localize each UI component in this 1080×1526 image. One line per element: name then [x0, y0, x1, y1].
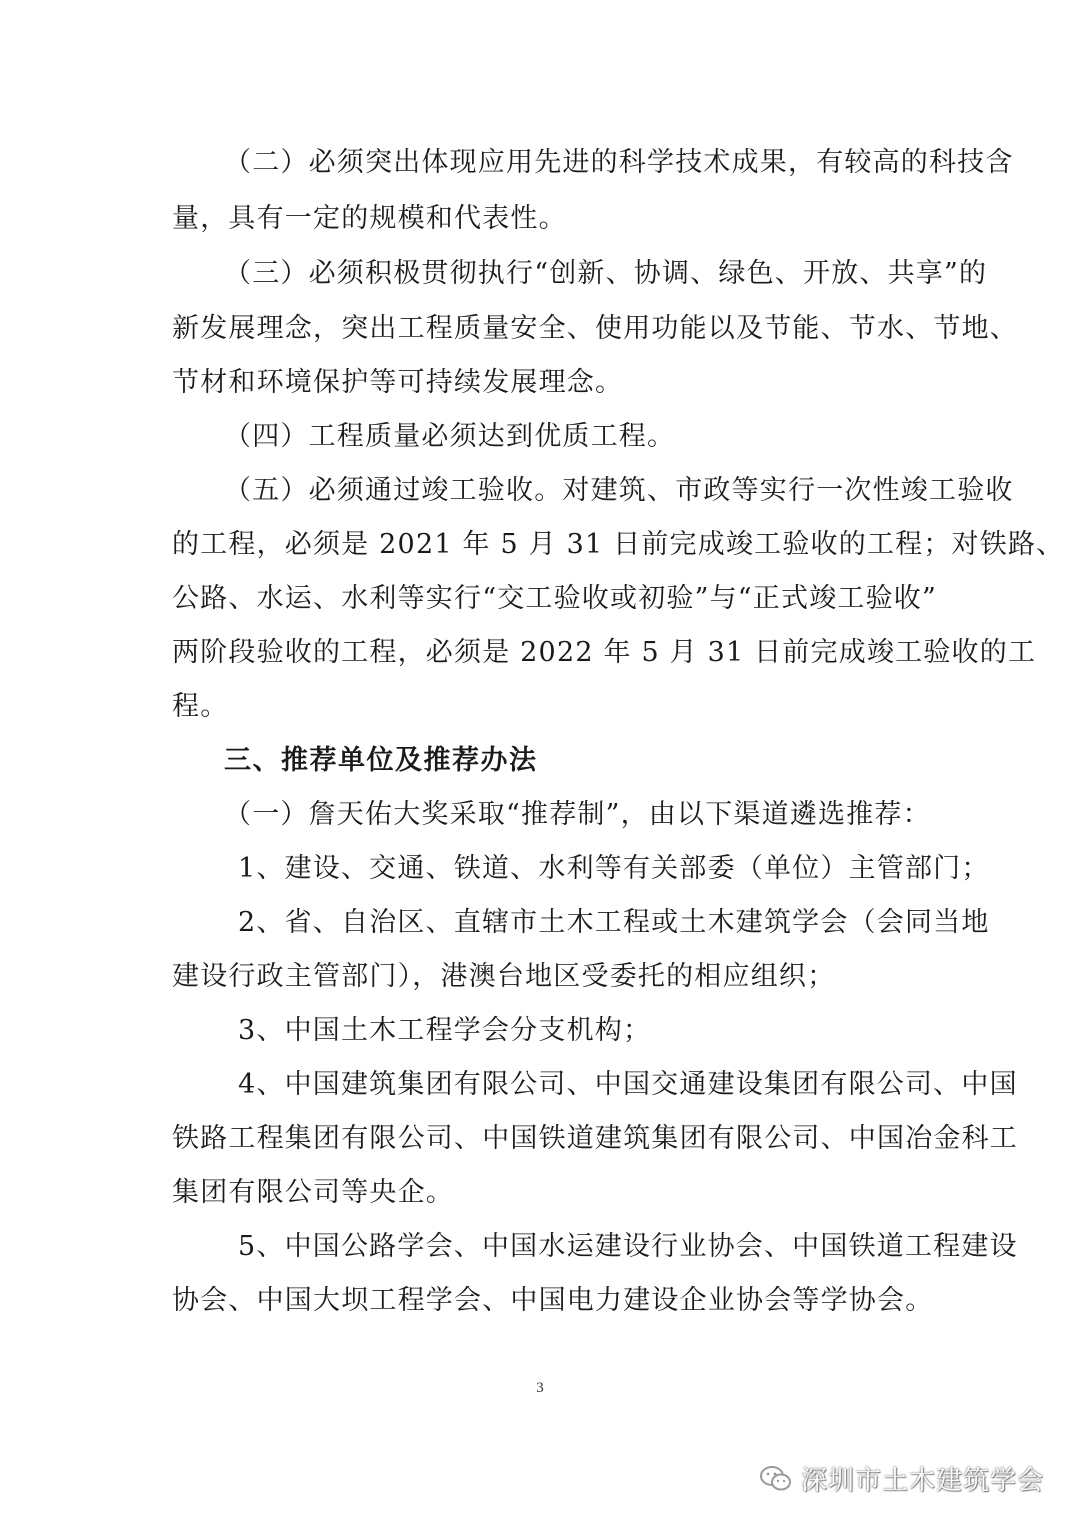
item-3-line-1: 3、中国土木工程学会分支机构； [238, 1015, 652, 1046]
item-5-line-2: 协会、中国大坝工程学会、中国电力建设企业协会等学协会。 [172, 1285, 934, 1316]
paragraph-3-line-2: 新发展理念，突出工程质量安全、使用功能以及节能、节水、节地、 [172, 313, 1018, 344]
subsection-1-line-1: （一）詹天佑大奖采取“推荐制”，由以下渠道遴选推荐： [224, 799, 931, 830]
paragraph-4-line-1: （四）工程质量必须达到优质工程。 [224, 421, 676, 452]
item-4-line-3: 集团有限公司等央企。 [172, 1177, 454, 1208]
paragraph-3-line-3: 节材和环境保护等可持续发展理念。 [172, 367, 624, 398]
watermark [759, 1460, 1044, 1497]
item-2-line-1: 2、省、自治区、直辖市土木工程或土木建筑学会（会同当地 [238, 907, 990, 938]
item-2-line-2: 建设行政主管部门），港澳台地区受委托的相应组织； [172, 961, 836, 992]
paragraph-2-line-1: （二）必须突出体现应用先进的科学技术成果，有较高的科技含 [224, 147, 1014, 178]
watermark-text: 深圳市土木建筑学会 [800, 1466, 1044, 1496]
item-5-line-1: 5、中国公路学会、中国水运建设行业协会、中国铁道工程建设 [238, 1231, 1018, 1262]
paragraph-5-line-2: 的工程，必须是 2021 年 5 月 31 日前完成竣工验收的工程；对铁路、 [172, 529, 1065, 560]
item-1-line-1: 1、建设、交通、铁道、水利等有关部委（单位）主管部门； [238, 853, 990, 884]
paragraph-5-line-4: 两阶段验收的工程，必须是 2022 年 5 月 31 日前完成竣工验收的工 [172, 637, 1037, 668]
item-4-line-2: 铁路工程集团有限公司、中国铁道建筑集团有限公司、中国冶金科工 [172, 1123, 1018, 1154]
paragraph-5-line-3: 公路、水运、水利等实行“交工验收或初验”与“正式竣工验收” [172, 583, 938, 614]
paragraph-5-line-1: （五）必须通过竣工验收。对建筑、市政等实行一次性竣工验收 [224, 475, 1014, 506]
item-4-line-1: 4、中国建筑集团有限公司、中国交通建设集团有限公司、中国 [238, 1069, 1018, 1100]
wechat-icon [759, 1464, 793, 1494]
page-number: 3 [536, 1380, 544, 1396]
paragraph-5-line-5: 程。 [172, 691, 229, 722]
paragraph-2-line-2: 量，具有一定的规模和代表性。 [172, 203, 567, 234]
section-3-heading: 三、推荐单位及推荐办法 [224, 745, 538, 776]
paragraph-3-line-1: （三）必须积极贯彻执行“创新、协调、绿色、开放、共享”的 [224, 258, 988, 289]
